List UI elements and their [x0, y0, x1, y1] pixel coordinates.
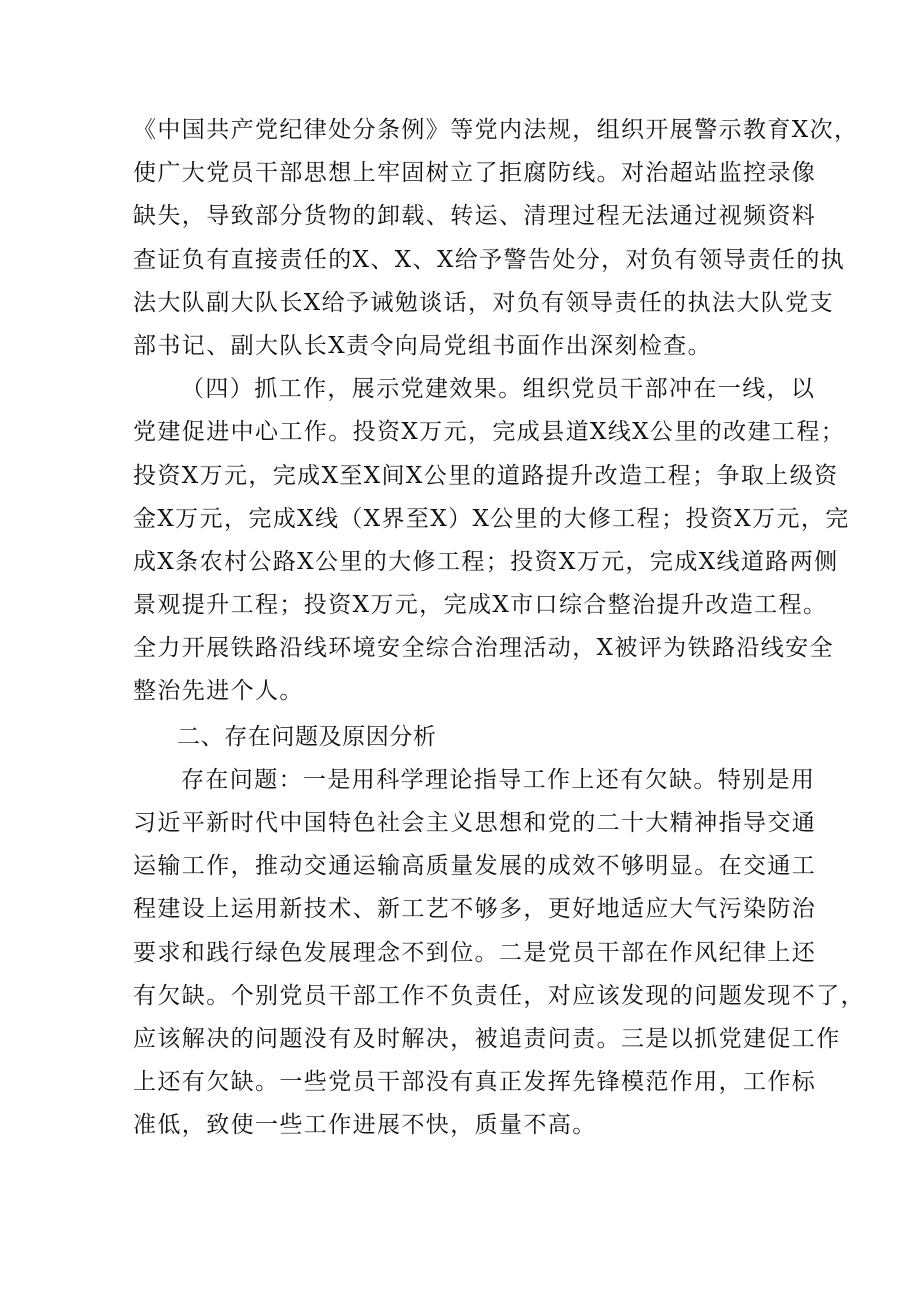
text-line: 准低，致使一些工作进展不快，质量不高。 [133, 1112, 597, 1139]
text-line: 法大队副大队长X给予诫勉谈话，对负有领导责任的执法大队党支 [133, 289, 834, 316]
text-line: 使广大党员干部思想上牢固树立了拒腐防线。对治超站监控录像 [133, 160, 817, 187]
text-line: 党建促进中心工作。投资X万元，完成县道X线X公里的改建工程； [133, 419, 846, 446]
text-line: 《中国共产党纪律处分条例》等党内法规，组织开展警示教育X次， [133, 117, 859, 143]
text-line: 成X条农村公路X公里的大修工程；投资X万元，完成X线道路两侧 [133, 548, 839, 575]
text-line: 全力开展铁路沿线环境安全综合治理活动，X被评为铁路沿线安全 [133, 635, 834, 662]
text-line: 投资X万元，完成X至X间X公里的道路提升改造工程；争取上级资 [133, 462, 839, 489]
text-line: 景观提升工程；投资X万元，完成X市口综合整治提升改造工程。 [133, 592, 828, 619]
paragraph-problems [133, 759, 865, 1148]
paragraph-discipline [133, 109, 859, 368]
section-heading: 二、存在问题及原因分析 [177, 723, 437, 750]
text-line: （四）抓工作，展示党建效果。组织党员干部冲在一线，以 [181, 376, 816, 403]
text-line: 缺失，导致部分货物的卸载、转运、清理过程无法通过视频资料 [133, 203, 817, 230]
text-line: 上还有欠缺。一些党员干部没有真正发挥先锋模范作用，工作标 [133, 1069, 817, 1096]
text-line: 查证负有直接责任的X、X、X给予警告处分，对负有领导责任的执 [133, 246, 846, 273]
text-line: 习近平新时代中国特色社会主义思想和党的二十大精神指导交通 [133, 810, 817, 836]
document-body [133, 109, 865, 1148]
text-line: 运输工作，推动交通运输高质量发展的成效不够明显。在交通工 [133, 853, 817, 880]
text-line: 整治先进个人。 [133, 678, 304, 705]
text-line: 应该解决的问题没有及时解决，被追责问责。三是以抓党建促工作 [133, 1025, 841, 1052]
text-line: 部书记、副大队长X责令向局党组书面作出深刻检查。 [133, 332, 712, 359]
text-line: 程建设上运用新技术、新工艺不够多，更好地适应大气污染防治 [133, 896, 817, 923]
text-line: 存在问题：一是用科学理论指导工作上还有欠缺。特别是用 [181, 766, 816, 793]
text-line: 要求和践行绿色发展理念不到位。二是党员干部在作风纪律上还 [133, 939, 817, 966]
text-line: 有欠缺。个别党员干部工作不负责任，对应该发现的问题发现不了， [133, 982, 865, 1009]
text-line: 金X万元，完成X线（X界至X）X公里的大修工程；投资X万元，完 [133, 505, 850, 532]
paragraph-work-results [133, 368, 850, 714]
